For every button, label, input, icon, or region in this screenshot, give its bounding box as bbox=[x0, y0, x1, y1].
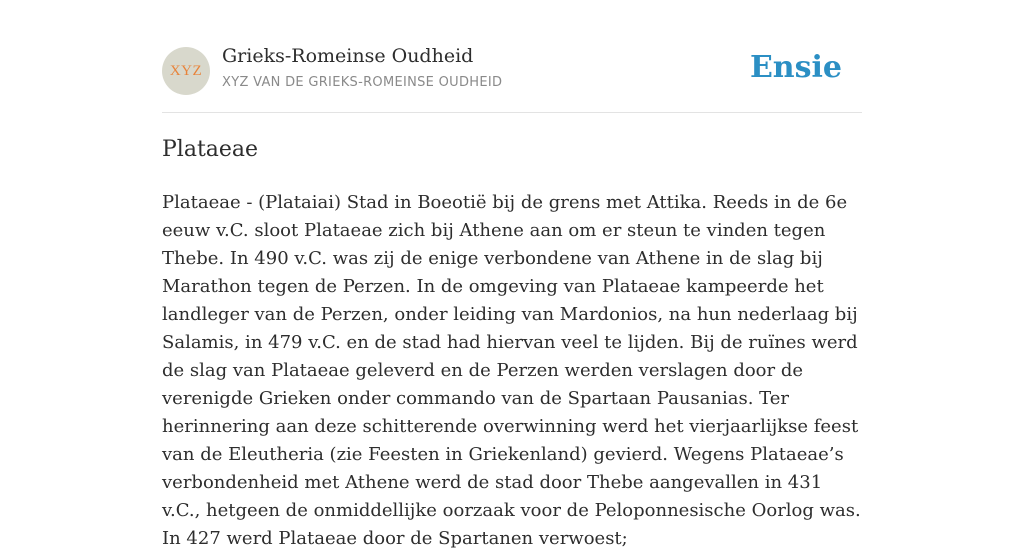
ensie-logo-link[interactable]: Ensie bbox=[749, 50, 842, 85]
publication-avatar[interactable]: XYZ bbox=[162, 47, 210, 95]
page bbox=[162, 0, 862, 549]
publication-header bbox=[162, 0, 862, 113]
publication-title[interactable]: Grieks-Romeinse Oudheid bbox=[222, 45, 474, 67]
article-title: Plataeae bbox=[162, 137, 259, 162]
article-body: Plataeae - (Plataiai) Stad in Boeotië bij de grens met Attika. Reeds in de 6e eeuw v.C. sloot Plataeae zich bij Athene aan om er steun te vinden tegen Thebe. In 490 v.C. was zij de enige verbondene van Athene in de slag bij Marathon tegen de Perzen. In de omgeving van Plataeae kampeerde het landleger van de Perzen, onder leiding van Mardonios, na hun nederlaag bij Salamis, in 479 v.C. en de stad had hiervan veel te lijden. Bij de ruïnes werd de slag van Plataeae geleverd en de Perzen werden verslagen door de verenigde Grieken onder commando van de Spartaan Pausanias. Ter herinnering aan deze schitterende overwinning werd het vierjaarlijkse feest van de Eleutheria (zie Feesten in Griekenland) gevierd. Wegens Plataeae’s verbondenheid met Athene werd de stad door Thebe aangevallen in 431 v.C., hetgeen de onmiddellijke oorzaak voor de Peloponnesische Oorlog was. In 427 werd Plataeae door de Spartanen verwoest; bbox=[162, 192, 861, 549]
publication-subtitle: XYZ VAN DE GRIEKS-ROMEINSE OUDHEID bbox=[222, 75, 503, 90]
